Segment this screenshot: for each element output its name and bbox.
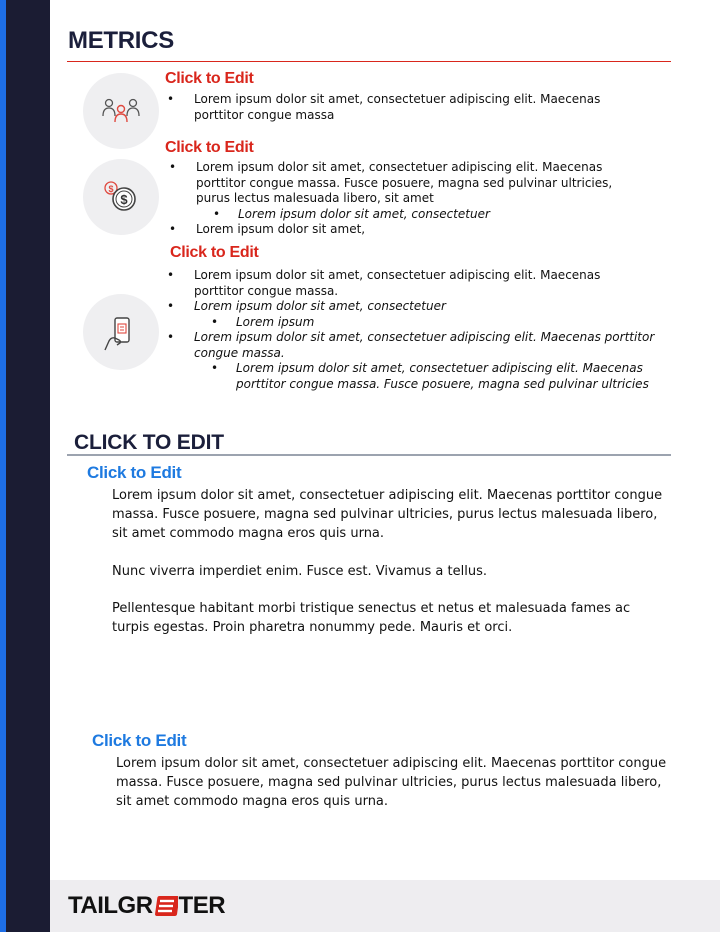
metric-2-heading[interactable]: Click to Edit xyxy=(165,139,254,156)
footer xyxy=(50,880,720,932)
section-title: CLICK TO EDIT xyxy=(74,431,224,454)
section-2-paragraph-1: Lorem ipsum dolor sit amet, consectetuer adipiscing elit. Maecenas porttitor congue massa. Fusce posuere, magna sed pulvinar ultricies, purus lectus malesuada libero, sit amet commodo magna eros quis urna. xyxy=(116,756,667,809)
bullet-item: • Lorem ipsum dolor sit amet, consectetuer xyxy=(169,207,645,223)
bullet-item: • Lorem ipsum dolor sit amet, consectetuer adipiscing elit. Maecenas porttitor congue massa. Fusce posuere, magna sed pulvinar ultricies xyxy=(167,361,673,392)
sidebar-accent-stripe xyxy=(0,0,6,932)
metric-2-bullets xyxy=(169,160,645,238)
svg-text:$: $ xyxy=(120,192,128,207)
bullet-item: • Lorem ipsum xyxy=(167,315,673,331)
bullet-item: • Lorem ipsum dolor sit amet, consectetuer adipiscing elit. Maecenas porttitor congue massa. Fusce posuere, magna sed pulvinar ultricies, purus lectus malesuada libero, sit amet xyxy=(169,160,645,207)
bullet-item: • Lorem ipsum dolor sit amet, consectetuer xyxy=(167,299,673,315)
people-icon xyxy=(83,73,159,149)
metric-3-heading[interactable]: Click to Edit xyxy=(170,244,259,261)
logo-text-start: TAILGR xyxy=(68,892,153,919)
flag-e-icon xyxy=(154,893,178,919)
bullet-item: • Lorem ipsum dolor sit amet, consectetuer adipiscing elit. Maecenas porttitor congue massa xyxy=(167,92,647,123)
section-1-heading[interactable]: Click to Edit xyxy=(87,463,182,482)
title-divider xyxy=(67,61,671,62)
mobile-payment-icon xyxy=(83,294,159,370)
left-sidebar xyxy=(0,0,50,932)
section-2-heading[interactable]: Click to Edit xyxy=(92,731,187,750)
section-1-paragraph-2: Nunc viverra imperdiet enim. Fusce est. Vivamus a tellus. xyxy=(112,564,487,579)
section-1-paragraph-3: Pellentesque habitant morbi tristique senectus et netus et malesuada fames ac turpis egestas. Proin pharetra nonummy pede. Mauris et orci. xyxy=(112,601,631,635)
metric-1-bullets xyxy=(167,92,647,123)
bullet-item: • Lorem ipsum dolor sit amet, consectetuer adipiscing elit. Maecenas porttitor congue massa. xyxy=(167,330,673,361)
section-divider xyxy=(67,454,671,456)
tailgreeter-logo xyxy=(68,892,225,920)
section-1-paragraph-1: Lorem ipsum dolor sit amet, consectetuer adipiscing elit. Maecenas porttitor congue massa. Fusce posuere, magna sed pulvinar ultricies, purus lectus malesuada libero, sit amet commodo magna eros quis urna. xyxy=(112,488,663,541)
dollar-coins-icon xyxy=(83,159,159,235)
metric-3-bullets xyxy=(167,268,673,392)
metric-1-heading[interactable]: Click to Edit xyxy=(165,70,254,87)
page-title: METRICS xyxy=(68,27,174,54)
svg-text:$: $ xyxy=(108,184,114,194)
bullet-item: • Lorem ipsum dolor sit amet, xyxy=(169,222,645,238)
bullet-item: • Lorem ipsum dolor sit amet, consectetuer adipiscing elit. Maecenas porttitor congue massa. xyxy=(167,268,673,299)
logo-text-end: TER xyxy=(178,892,226,919)
